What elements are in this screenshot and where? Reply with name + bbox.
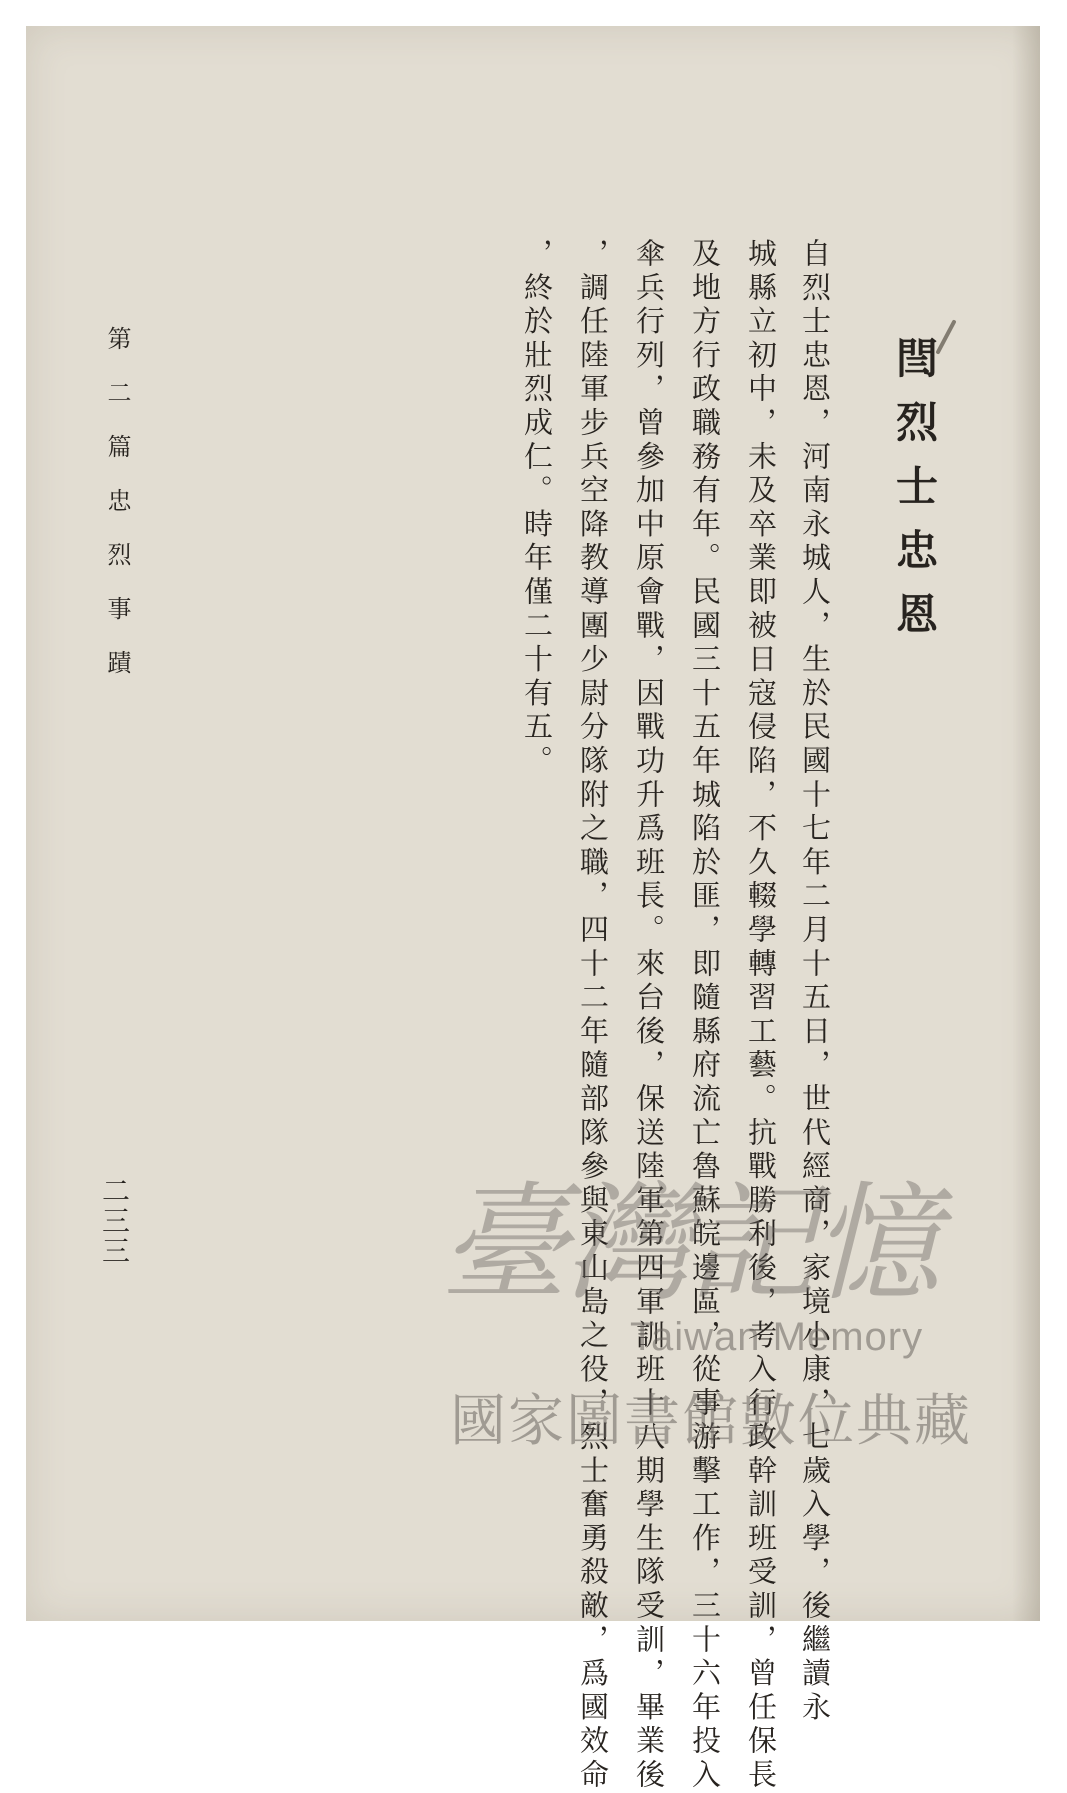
watermark-calligraphy: 臺灣記憶 — [440, 1170, 937, 1319]
body-line-2: 城縣立初中，未及卒業即被日寇侵陷，不久輟學轉習工藝。抗戰勝利後，考入行政幹訓班受訓，曾任保長 — [744, 238, 778, 1793]
watermark-english: Taiwan Memory — [630, 1315, 924, 1359]
watermark-chinese: 國家圖書館數位典藏 — [450, 1389, 972, 1452]
body-line-4: 傘兵行列，曾參加中原會戰，因戰功升爲班長。來台後，保送陸軍第四軍訓班十八期學生隊受訓，畢業後 — [632, 238, 666, 1793]
chapter-footer: 第二篇忠烈事蹟 — [103, 326, 131, 704]
page-edge-shadow — [1012, 26, 1040, 1621]
body-line-6: ，終於壯烈成仁。時年僅二十有五。 — [520, 238, 554, 779]
document-title: 閆烈士忠恩 — [890, 336, 939, 656]
body-line-1: 自烈士忠恩，河南永城人，生於民國十七年二月十五日，世代經商，家境小康，七歲入學，後繼讀永 — [798, 238, 832, 1726]
library-watermark — [420, 1165, 980, 1465]
body-line-3: 及地方行政職務有年。民國三十五年城陷於匪，即隨縣府流亡魯蘇皖邊區，從事游擊工作，三十六年投入 — [688, 238, 722, 1793]
page-number: 二三三 — [98, 1176, 131, 1266]
body-line-5: ，調任陸軍步兵空降教導團少尉分隊附之職，四十二年隨部隊參與東山島之役，烈士奮勇殺敵，爲國效命 — [576, 238, 610, 1793]
